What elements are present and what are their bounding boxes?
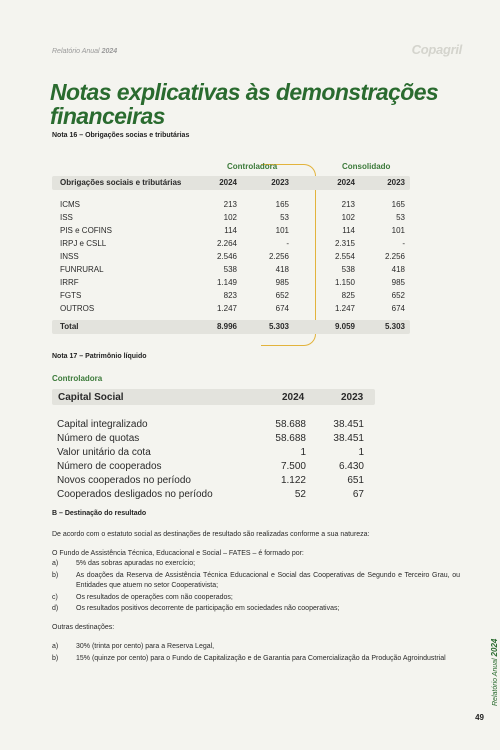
row-value: 1.149 xyxy=(216,278,237,287)
row-value: 101 xyxy=(391,226,405,235)
capital-header-year: 2023 xyxy=(341,392,364,403)
list-text: Os resultados positivos decorrente de participação em sociedades não cooperativas; xyxy=(76,605,340,612)
capital-row-value: 1 xyxy=(300,447,306,458)
capital-row-value: 52 xyxy=(294,489,306,500)
row-value: 674 xyxy=(275,304,289,313)
row-label: IRPJ e CSLL xyxy=(60,239,107,248)
fates-intro: O Fundo de Assistência Técnica, Educacional e Social – FATES – é formado por: xyxy=(52,550,304,557)
row-value: 213 xyxy=(341,200,355,209)
row-value: 674 xyxy=(391,304,405,313)
table-row xyxy=(52,304,412,315)
capital-row-label: Cooperados desligados no período xyxy=(57,489,213,500)
row-value: 1.150 xyxy=(334,278,355,287)
table-row xyxy=(52,239,412,250)
row-value: 53 xyxy=(280,213,289,222)
list-marker: b) xyxy=(52,655,59,662)
capital-row-value: 1 xyxy=(358,447,364,458)
capital-row-value: 7.500 xyxy=(280,461,306,472)
row-label: PIS e COFINS xyxy=(60,226,113,235)
row-value: 418 xyxy=(391,265,405,274)
group-controladora: Controladora xyxy=(227,162,278,171)
list-marker: d) xyxy=(52,605,59,612)
total-value: 9.059 xyxy=(334,322,355,331)
row-value: - xyxy=(286,239,289,248)
list-text: Os resultados de operações com não cooperados; xyxy=(76,594,233,601)
sidebar-report-prefix: Relatório Anual xyxy=(492,658,499,706)
row-value: 1.247 xyxy=(216,304,237,313)
list-text: 15% (quinze por cento) para o Fundo de Capitalização e de Garantia para Comercialização da Produção Agroindustrial xyxy=(76,655,446,662)
capital-row-label: Número de cooperados xyxy=(57,461,162,472)
total-value: 5.303 xyxy=(384,322,405,331)
section-b-heading: B – Destinação do resultado xyxy=(52,510,147,517)
list-marker: b) xyxy=(52,572,59,579)
table-row xyxy=(52,226,412,237)
table-row xyxy=(52,291,412,302)
total-value: 5.303 xyxy=(268,322,289,331)
capital-row-value: 651 xyxy=(347,475,364,486)
other-intro: Outras destinações: xyxy=(52,624,115,631)
capital-row-value: 38.451 xyxy=(333,419,364,430)
row-value: 114 xyxy=(224,226,237,235)
note-16-heading: Nota 16 – Obrigações socias e tributárias xyxy=(52,132,190,139)
row-value: 652 xyxy=(391,291,405,300)
row-value: 165 xyxy=(391,200,405,209)
capital-row xyxy=(57,461,377,474)
capital-header-year: 2024 xyxy=(282,392,305,403)
note-17-subheading: Controladora xyxy=(52,374,103,383)
header-year: 2024 xyxy=(219,178,237,187)
table-row xyxy=(52,265,412,276)
row-label: IRRF xyxy=(60,278,79,287)
capital-row xyxy=(57,433,377,446)
total-row xyxy=(52,322,412,333)
table-row xyxy=(52,252,412,263)
row-value: 114 xyxy=(342,226,355,235)
report-header xyxy=(52,48,117,55)
table-header-label: Obrigações sociais e tributárias xyxy=(60,178,182,187)
capital-header-label: Capital Social xyxy=(58,392,124,403)
brand-logo: Copagril xyxy=(411,42,462,57)
row-value: 823 xyxy=(223,291,237,300)
total-value: 8.996 xyxy=(216,322,237,331)
total-label: Total xyxy=(60,322,79,331)
capital-row xyxy=(57,447,377,460)
row-value: 985 xyxy=(391,278,405,287)
row-label: OUTROS xyxy=(60,304,95,313)
table-row xyxy=(52,213,412,224)
row-value: 1.247 xyxy=(334,304,355,313)
capital-row-value: 58.688 xyxy=(275,433,306,444)
row-value: 2.554 xyxy=(334,252,355,261)
row-value: 102 xyxy=(341,213,355,222)
sidebar-report-year: 2024 xyxy=(490,638,499,657)
row-value: 101 xyxy=(275,226,289,235)
header-year: 2023 xyxy=(271,178,289,187)
row-value: 652 xyxy=(275,291,289,300)
report-prefix: Relatório Anual xyxy=(52,48,100,55)
row-label: INSS xyxy=(60,252,79,261)
row-label: FUNRURAL xyxy=(60,265,104,274)
row-value: 2.315 xyxy=(334,239,355,248)
row-value: 538 xyxy=(341,265,355,274)
capital-row-value: 58.688 xyxy=(275,419,306,430)
capital-row xyxy=(57,489,377,502)
row-label: FGTS xyxy=(60,291,82,300)
list-marker: c) xyxy=(52,594,58,601)
table-row xyxy=(52,278,412,289)
row-value: 165 xyxy=(275,200,289,209)
table-row xyxy=(52,200,412,211)
row-label: ISS xyxy=(60,213,73,222)
capital-row-label: Novos cooperados no período xyxy=(57,475,191,486)
list-text: 30% (trinta por cento) para a Reserva Legal, xyxy=(76,643,215,650)
capital-row xyxy=(57,419,377,432)
page-number: 49 xyxy=(475,713,484,722)
list-text: 5% das sobras apuradas no exercício; xyxy=(76,560,196,567)
page-title: Notas explicativas às demonstrações financeiras xyxy=(50,79,439,129)
sidebar-report-label xyxy=(490,639,499,706)
list-marker: a) xyxy=(52,560,59,567)
header-year: 2024 xyxy=(337,178,355,187)
capital-row-label: Capital integralizado xyxy=(57,419,148,430)
row-value: 2.256 xyxy=(268,252,289,261)
capital-row-value: 6.430 xyxy=(338,461,364,472)
capital-row-value: 67 xyxy=(352,489,364,500)
capital-row-value: 1.122 xyxy=(280,475,306,486)
section-b-intro: De acordo com o estatuto social as destinações de resultado são realizadas conforme a sua natureza: xyxy=(52,531,370,538)
row-value: 102 xyxy=(223,213,237,222)
row-value: 418 xyxy=(275,265,289,274)
note-17-heading: Nota 17 – Patrimônio líquido xyxy=(52,353,147,360)
row-value: - xyxy=(402,239,405,248)
group-consolidado: Consolidado xyxy=(342,162,391,171)
row-value: 213 xyxy=(223,200,237,209)
capital-row xyxy=(57,475,377,488)
list-text: As doações da Reserva de Assistência Técnica Educacional e Social das Cooperativas de Segundo e Terceiro Grau, ou Entidades que atuem no setor Cooperativista; xyxy=(76,572,460,589)
row-value: 2.256 xyxy=(384,252,405,261)
row-value: 2.546 xyxy=(216,252,237,261)
header-year: 2023 xyxy=(387,178,405,187)
row-value: 985 xyxy=(275,278,289,287)
row-value: 53 xyxy=(396,213,405,222)
capital-row-label: Número de quotas xyxy=(57,433,140,444)
report-year: 2024 xyxy=(101,48,118,55)
row-value: 538 xyxy=(223,265,237,274)
list-marker: a) xyxy=(52,643,59,650)
row-value: 825 xyxy=(341,291,355,300)
capital-row-label: Valor unitário da cota xyxy=(57,447,151,458)
capital-row-value: 38.451 xyxy=(333,433,364,444)
row-label: ICMS xyxy=(60,200,80,209)
row-value: 2.264 xyxy=(216,239,237,248)
